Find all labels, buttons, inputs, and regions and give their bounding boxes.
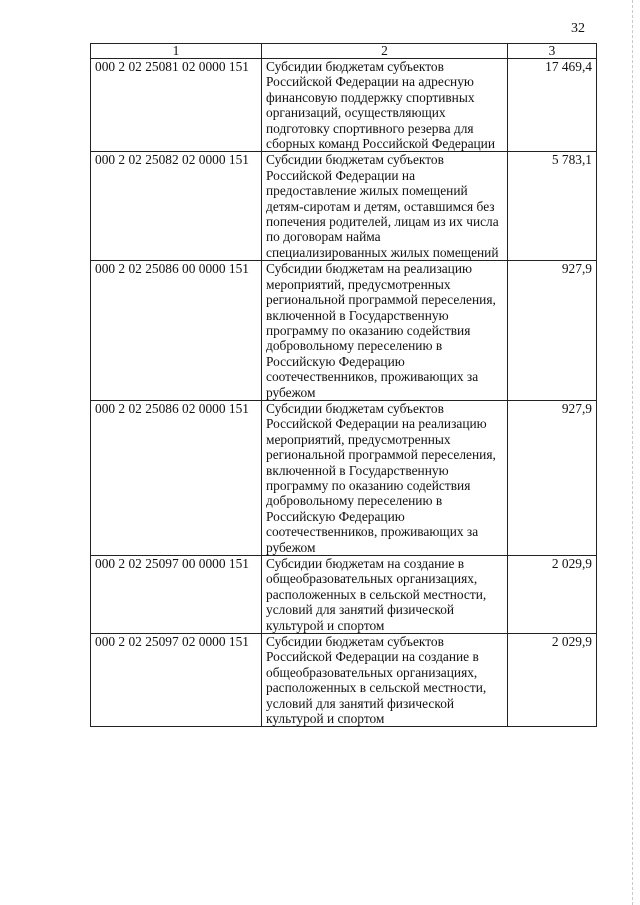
revenue-description: Субсидии бюджетам на создание в общеобразовательных организациях, расположенных в сельской местности, условий для занятий физической культурой и спортом (262, 556, 508, 634)
amount: 17 469,4 (508, 59, 597, 152)
table-row (91, 261, 597, 401)
page-number: 32 (571, 21, 585, 36)
header-col-2: 2 (262, 44, 508, 59)
header-col-3: 3 (508, 44, 597, 59)
classification-code: 000 2 02 25082 02 0000 151 (91, 152, 262, 261)
amount: 2 029,9 (508, 634, 597, 727)
table-row (91, 152, 597, 261)
classification-code: 000 2 02 25081 02 0000 151 (91, 59, 262, 152)
table-body (91, 59, 597, 727)
table-header (91, 44, 597, 59)
classification-code: 000 2 02 25086 02 0000 151 (91, 400, 262, 555)
table-row (91, 59, 597, 152)
table-row (91, 556, 597, 634)
amount: 2 029,9 (508, 556, 597, 634)
revenue-description: Субсидии бюджетам субъектов Российской Федерации на предоставление жилых помещений детям-сиротам и детям, оставшимся без попечения родителей, лицам из их числа по договорам найма специализированных жилых помещений (262, 152, 508, 261)
revenue-description: Субсидии бюджетам субъектов Российской Федерации на адресную финансовую поддержку спортивных организаций, осуществляющих подготовку спортивного резерва для сборных команд Российской Федерации (262, 59, 508, 152)
revenue-description: Субсидии бюджетам субъектов Российской Федерации на создание в общеобразовательных организациях, расположенных в сельской местности, условий для занятий физической культурой и спортом (262, 634, 508, 727)
header-col-1: 1 (91, 44, 262, 59)
amount: 5 783,1 (508, 152, 597, 261)
revenue-description: Субсидии бюджетам субъектов Российской Федерации на реализацию мероприятий, предусмотренных региональной программой переселения, включенной в Государственную программу по оказанию содействия добровольному переселению в Российскую Федерацию соотечественников, проживающих за рубежом (262, 400, 508, 555)
amount: 927,9 (508, 400, 597, 555)
amount: 927,9 (508, 261, 597, 401)
scan-edge-line (632, 0, 633, 905)
classification-code: 000 2 02 25086 00 0000 151 (91, 261, 262, 401)
table-row (91, 400, 597, 555)
table-row (91, 634, 597, 727)
revenue-description: Субсидии бюджетам на реализацию мероприятий, предусмотренных региональной программой переселения, включенной в Государственную программу по оказанию содействия добровольному переселению в Российскую Федерацию соотечественников, проживающих за рубежом (262, 261, 508, 401)
header-row (91, 44, 597, 59)
budget-table (90, 43, 597, 727)
classification-code: 000 2 02 25097 00 0000 151 (91, 556, 262, 634)
classification-code: 000 2 02 25097 02 0000 151 (91, 634, 262, 727)
